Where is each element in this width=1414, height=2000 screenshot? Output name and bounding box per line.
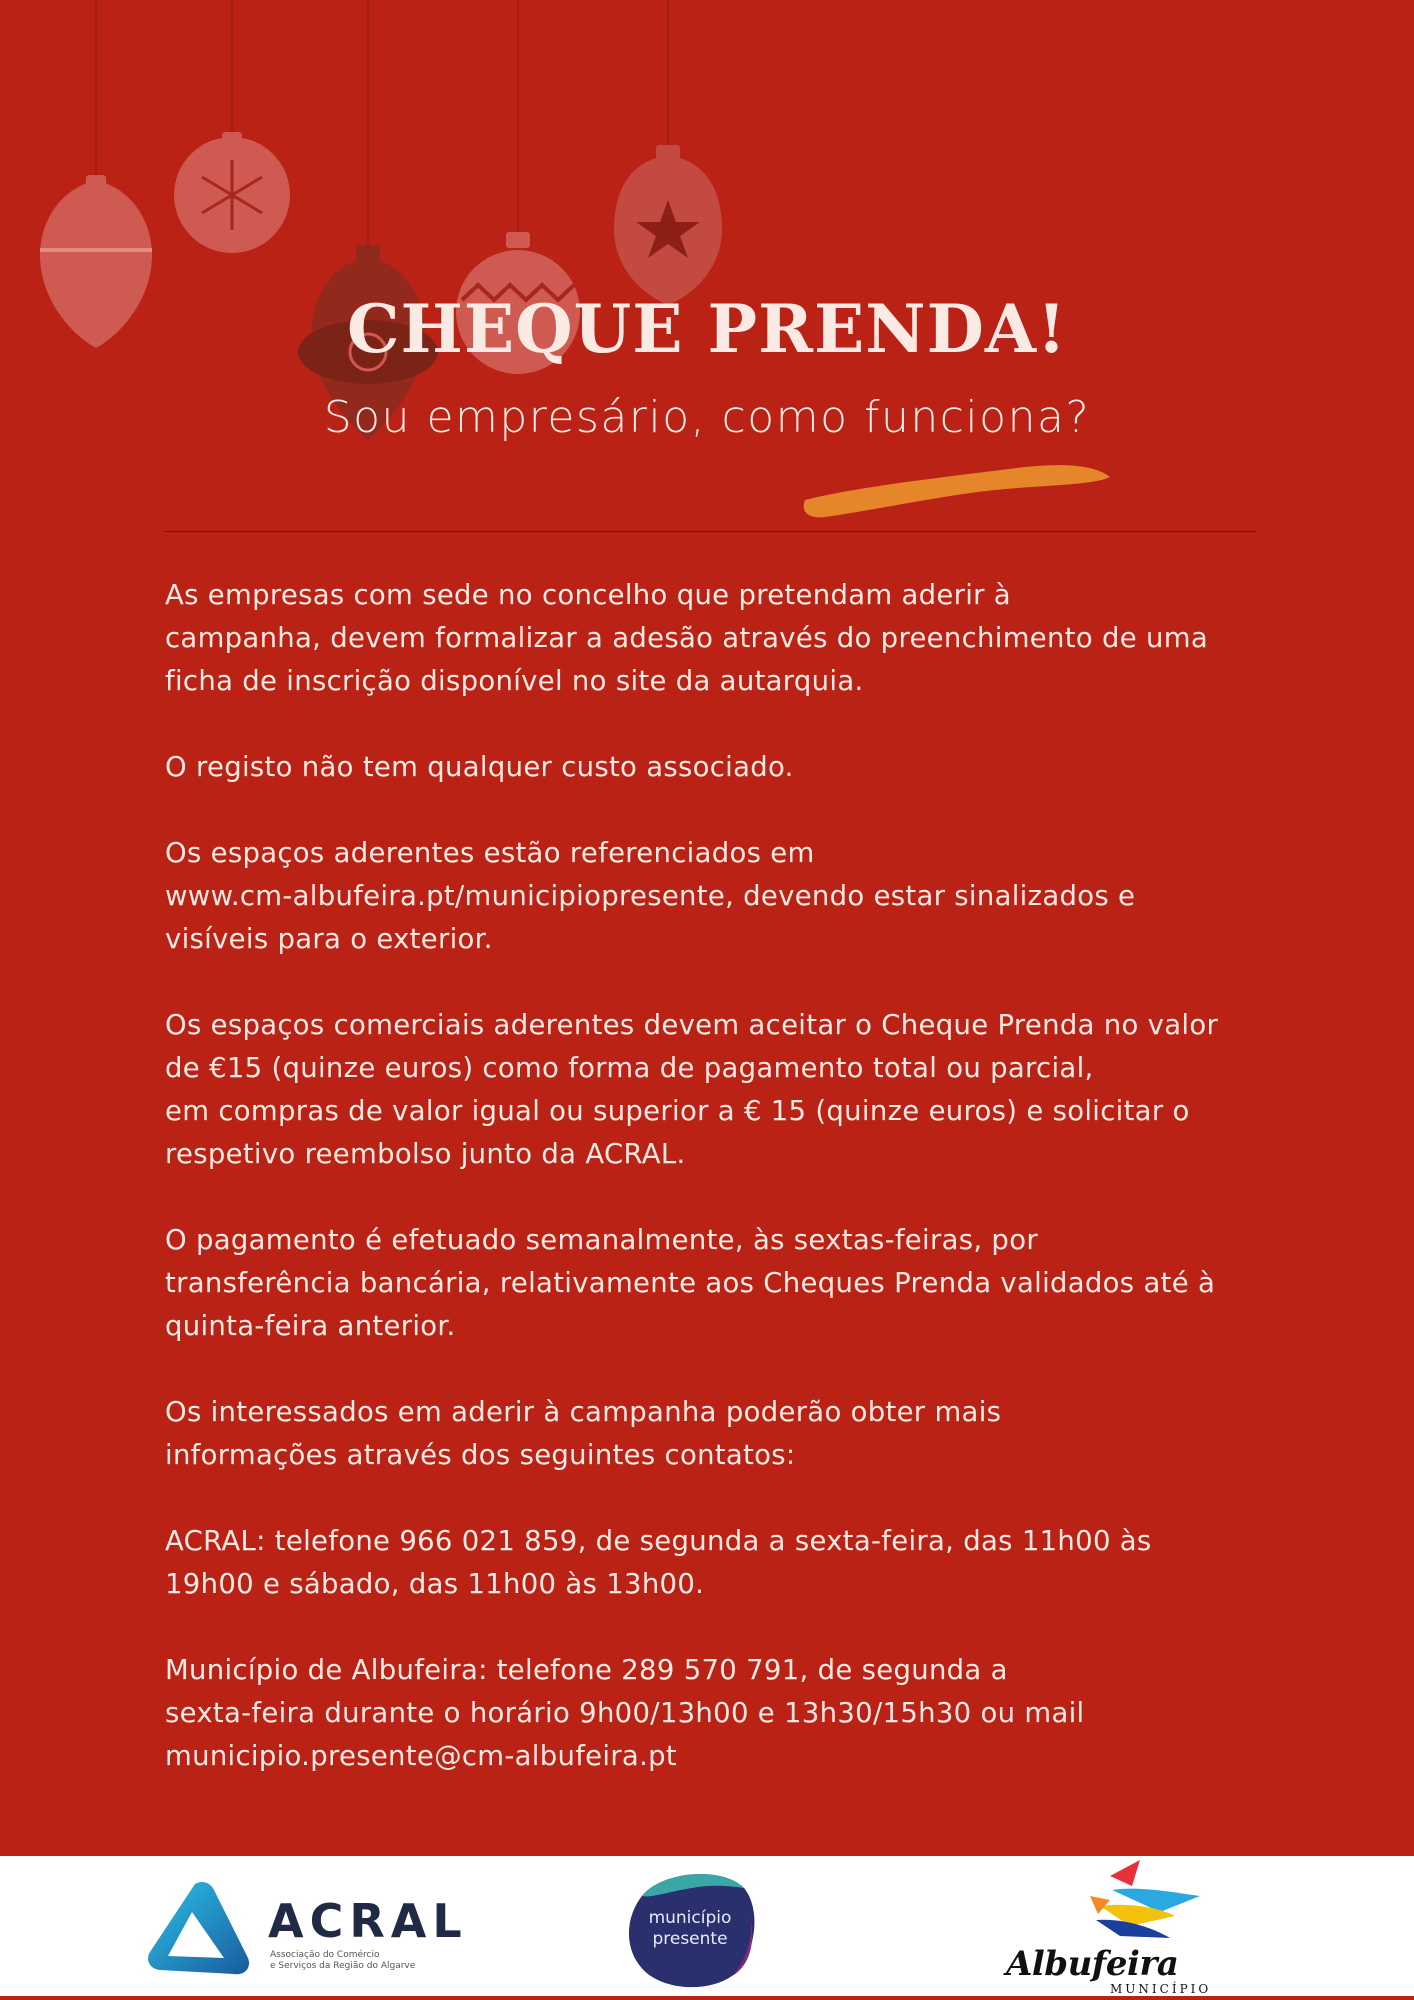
paragraph-line: Os espaços comerciais aderentes devem aceitar o Cheque Prenda no valor xyxy=(165,1009,1219,1041)
paragraph-line: municipio.presente@cm-albufeira.pt xyxy=(165,1740,677,1772)
body-paragraph xyxy=(165,1391,1295,1477)
paragraph-line: de €15 (quinze euros) como forma de pagamento total ou parcial, xyxy=(165,1052,1094,1084)
body-paragraph xyxy=(165,832,1295,961)
paragraph-line: em compras de valor igual ou superior a € 15 (quinze euros) e solicitar o xyxy=(165,1095,1190,1127)
paragraph-line: quinta-feira anterior. xyxy=(165,1310,456,1342)
body-text xyxy=(165,574,1295,1821)
albufeira-municipio: MUNICÍPIO xyxy=(1110,1982,1212,1996)
paragraph-line: O registo não tem qualquer custo associado. xyxy=(165,751,794,783)
paragraph-line: transferência bancária, relativamente aos Cheques Prenda validados até à xyxy=(165,1267,1216,1299)
acral-name: ACRAL xyxy=(268,1894,468,1948)
brush-stroke-decoration xyxy=(795,455,1115,525)
paragraph-line: informações através dos seguintes contatos: xyxy=(165,1439,796,1471)
paragraph-line: 19h00 e sábado, das 11h00 às 13h00. xyxy=(165,1568,705,1600)
albufeira-logo xyxy=(1000,1856,1240,2000)
paragraph-line: Os espaços aderentes estão referenciados em xyxy=(165,837,815,869)
body-paragraph xyxy=(165,1649,1295,1778)
municipio-presente-logo xyxy=(622,1866,758,1990)
footer-bottom-line xyxy=(0,1996,1414,2000)
municipio-presente-text: município presente xyxy=(648,1908,732,1949)
footer-logos xyxy=(0,1856,1414,2000)
christmas-ornaments-decoration xyxy=(0,0,1414,460)
body-paragraph xyxy=(165,574,1295,703)
paragraph-line: Município de Albufeira: telefone 289 570 791, de segunda a xyxy=(165,1654,1008,1686)
albufeira-name: Albufeira xyxy=(1006,1944,1179,1984)
body-paragraph xyxy=(165,1520,1295,1606)
paragraph-line: respetivo reembolso junto da ACRAL. xyxy=(165,1138,686,1170)
paragraph-line: visíveis para o exterior. xyxy=(165,923,493,955)
paragraph-line: ACRAL: telefone 966 021 859, de segunda a sexta-feira, das 11h00 às xyxy=(165,1525,1152,1557)
acral-subtitle: Associação do Comércio e Serviços da Região do Algarve xyxy=(270,1950,416,1971)
paragraph-line: ficha de inscrição disponível no site da autarquia. xyxy=(165,665,864,697)
ornament-snowflake-ball-icon xyxy=(174,132,290,253)
paragraph-line: O pagamento é efetuado semanalmente, às sextas-feiras, por xyxy=(165,1224,1038,1256)
body-paragraph xyxy=(165,746,1295,789)
body-paragraph xyxy=(165,1004,1295,1176)
page-subtitle: Sou empresário, como funciona? xyxy=(323,392,1091,443)
paragraph-line: sexta-feira durante o horário 9h00/13h00 e 13h30/15h30 ou mail xyxy=(165,1697,1085,1729)
divider xyxy=(165,531,1257,532)
paragraph-line: campanha, devem formalizar a adesão através do preenchimento de uma xyxy=(165,622,1208,654)
acral-triangle-icon xyxy=(140,1878,260,1978)
body-paragraph xyxy=(165,1219,1295,1348)
ornament-star-icon xyxy=(614,145,722,305)
paragraph-line: www.cm-albufeira.pt/municipiopresente, devendo estar sinalizados e xyxy=(165,880,1136,912)
paragraph-line: Os interessados em aderir à campanha poderão obter mais xyxy=(165,1396,1002,1428)
paragraph-line: As empresas com sede no concelho que pretendam aderir à xyxy=(165,579,1011,611)
acral-logo xyxy=(140,1878,468,1978)
page-title: CHEQUE PRENDA! xyxy=(346,290,1068,368)
